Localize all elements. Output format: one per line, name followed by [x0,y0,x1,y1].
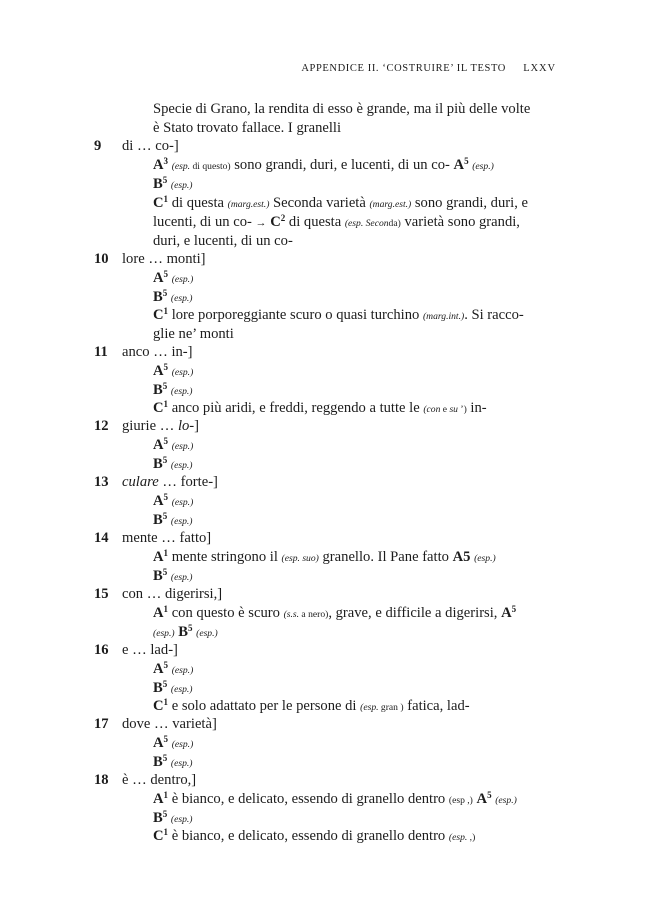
text-segment: B [178,624,188,640]
text-segment: 5 [163,269,169,279]
text-segment: (marg.est.) [227,199,270,210]
text-segment: lore … monti] [122,251,206,267]
text-segment: lo- [177,418,195,434]
text-segment: è … dentro,] [122,772,197,788]
text-segment: dove … varietà] [122,716,217,732]
text-segment: ,) [467,832,476,843]
variant-text [153,567,192,587]
text-segment: C [153,698,164,714]
text-segment: 5 [162,288,168,298]
variant-text [153,809,192,829]
text-segment: (esp.) [171,274,194,285]
text-segment: A [501,605,512,621]
text-segment: C [153,828,164,844]
text-segment: lucenti, di un co- [153,214,256,230]
text-segment: A [453,157,465,173]
text-segment: (esp.) [170,386,193,397]
variant-text [153,325,234,344]
text-segment: (esp.) [171,665,194,676]
text-segment: (esp.) [196,628,218,639]
text-segment: B [153,680,163,696]
text-segment: (esp.) [495,795,517,806]
text-segment: A [153,791,164,807]
text-segment: (esp.) [170,684,193,695]
text-segment: glie ne’ monti [153,326,234,342]
variant-text [153,362,193,382]
text-segment: 1 [163,399,169,409]
text-segment: anco più aridi, e freddi, reggendo a tutte le [168,400,424,416]
variant-text [153,119,341,138]
lemma-text [122,529,211,548]
variant-text [153,306,524,326]
text-segment: (esp.) [170,460,193,471]
text-segment: B [153,382,163,398]
line-number: 9 [94,138,102,154]
text-segment: 5 [162,679,168,689]
text-segment: 5 [163,436,169,446]
text-segment: (esp. [360,702,379,713]
variant-text [153,100,530,119]
text-segment: (esp.) [171,441,194,452]
variant-text [153,156,494,176]
text-segment: (esp.) [170,293,193,304]
variant-text [153,175,192,195]
text-segment: 5 [464,156,469,166]
variant-text [153,679,192,699]
running-title: APPENDICE II. ‘COSTRUIRE’ IL TESTO [301,63,506,74]
text-segment: Specie di Grano, la rendita di esso è grande, ma il più delle volte [153,101,531,117]
text-segment: mente … fatto] [122,530,212,546]
text-segment: di questa [285,214,345,230]
text-segment: lore porporeggiante scuro o quasi turchino [168,307,423,323]
variant-text [153,827,475,847]
text-segment: in- [466,400,487,416]
text-segment: (marg.est.) [369,199,412,210]
text-segment: varietà sono grandi, [400,214,520,230]
variant-text [153,753,192,773]
line-number: 14 [94,530,109,546]
text-segment: su [449,404,458,415]
text-segment: A [153,270,164,286]
text-segment: e solo adattato per le persone di [168,698,361,714]
text-segment: A [153,661,164,677]
text-segment: (esp.) [474,553,496,564]
lemma-text [122,473,218,492]
text-segment: B [153,568,163,584]
line-number: 10 [94,251,109,267]
lemma-text [122,250,206,269]
text-segment: sono grandi, duri, e [411,195,528,211]
text-segment: (con [423,404,441,415]
text-segment: con … digerirsi,] [122,586,223,602]
text-segment: 5 [162,511,168,521]
lemma-text [122,771,196,790]
variant-text [153,232,293,251]
text-segment: → [255,217,267,229]
line-number: 16 [94,642,109,658]
text-segment: Seconda varietà [269,195,370,211]
line-number: 13 [94,474,109,490]
text-segment: fatica, lad- [403,698,470,714]
line-number: 15 [94,586,109,602]
text-segment: B [153,456,163,472]
variant-text [153,381,192,401]
text-segment: di … co-] [122,138,179,154]
text-segment: A5 [452,549,471,565]
text-segment: giurie … [122,418,178,434]
text-segment: 5 [162,381,168,391]
text-segment: (esp. suo) [281,553,319,564]
text-segment: è Stato trovato fallace. I granelli [153,120,342,136]
variant-text [153,213,520,233]
lemma-text [122,585,222,604]
line-number: 17 [94,716,109,732]
text-segment: (esp. [344,218,364,229]
variant-text [153,436,193,456]
variant-text [153,734,193,754]
text-segment: di questo) [190,161,231,172]
text-segment: 5 [511,604,517,614]
text-segment: 1 [163,604,169,614]
text-segment: C [153,195,164,211]
text-segment: di questa [168,195,228,211]
text-segment: A [153,437,164,453]
text-segment: 1 [163,697,169,707]
lemma-text [122,641,178,660]
text-segment: 1 [163,548,169,558]
text-segment: 5 [162,809,168,819]
text-segment: 3 [163,156,169,166]
text-segment: 5 [163,492,169,502]
text-segment: (esp ,) [448,795,473,806]
line-number: 18 [94,772,109,788]
text-segment: granello. Il Pane fatto [318,549,453,565]
text-segment: 5 [487,790,492,800]
text-segment: B [153,754,163,770]
variant-text [153,492,193,512]
text-segment: Secon [363,218,389,229]
lemma-text [122,343,193,362]
variant-text [153,623,218,643]
line-number: 11 [94,344,108,360]
text-segment: … forte-] [158,474,218,490]
text-segment: e … lad-] [122,642,178,658]
variant-text [153,697,470,717]
text-segment: 5 [162,753,168,763]
page-number: LXXV [523,63,556,74]
lemma-text [122,137,179,156]
text-segment: (esp.) [472,161,494,172]
text-segment: (esp.) [171,367,194,378]
text-segment: sono grandi, duri, e lucenti, di un co- [230,157,454,173]
text-segment: (esp.) [171,739,194,750]
text-segment: da) [388,218,401,229]
text-segment: 1 [163,194,169,204]
text-segment: (esp.) [170,516,193,527]
text-segment: ] [194,418,200,434]
text-segment: C [153,400,164,416]
text-segment: A [153,363,164,379]
text-segment: ’) [457,404,467,415]
text-segment: (esp. [448,832,468,843]
text-segment: . Si racco- [464,307,524,323]
text-segment: A [153,157,164,173]
text-segment: a nero) [299,609,329,620]
variant-text [153,194,528,214]
variant-text [153,455,192,475]
text-segment: B [153,289,163,305]
text-segment: (esp. [171,161,191,172]
variant-text [153,548,496,568]
text-segment: B [153,512,163,528]
text-segment: A [476,791,488,807]
text-segment: 5 [163,362,169,372]
text-segment: A [153,493,164,509]
text-segment: è bianco, e delicato, essendo di granello dentro [168,791,449,807]
text-segment: (esp.) [170,180,193,191]
text-segment: , grave, e difficile a digerirsi, [328,605,502,621]
variant-text [153,604,516,624]
running-header [301,63,556,74]
text-segment: 1 [163,790,169,800]
variant-text [153,399,487,419]
text-segment: 5 [162,455,168,465]
variant-text [153,288,192,308]
line-number: 12 [94,418,109,434]
lemma-text [122,715,217,734]
text-segment: (esp.) [170,758,193,769]
text-segment: anco … in-] [122,344,193,360]
text-segment: è bianco, e delicato, essendo di granello dentro [168,828,449,844]
text-segment: A [153,735,164,751]
text-segment: 5 [162,567,168,577]
text-segment: 5 [187,623,193,633]
text-segment: 5 [162,175,168,185]
variant-text [153,269,193,289]
text-segment: 1 [163,827,169,837]
lemma-text [122,417,199,436]
variant-text [153,790,517,810]
text-segment: B [153,810,163,826]
text-segment: (esp.) [153,628,175,639]
text-segment: con questo è scuro [168,605,284,621]
text-segment: A [153,549,164,565]
text-segment: A [153,605,164,621]
text-segment: (esp.) [171,497,194,508]
text-segment: 5 [163,660,169,670]
text-segment: mente stringono il [168,549,282,565]
variant-text [153,511,192,531]
text-segment: 5 [163,734,169,744]
text-segment: C [270,214,281,230]
text-segment: B [153,176,163,192]
text-segment: (esp.) [170,814,193,825]
text-segment: (s.s. [283,609,300,620]
text-segment: 2 [280,213,286,223]
text-segment: (marg.int.) [422,311,465,322]
text-segment: e [440,404,450,415]
text-segment: (esp.) [170,572,193,583]
variant-text [153,660,193,680]
text-segment: C [153,307,164,323]
text-segment: gran ) [378,702,404,713]
text-segment: 1 [163,306,169,316]
text-segment: duri, e lucenti, di un co- [153,233,293,249]
text-segment: culare [122,474,159,490]
